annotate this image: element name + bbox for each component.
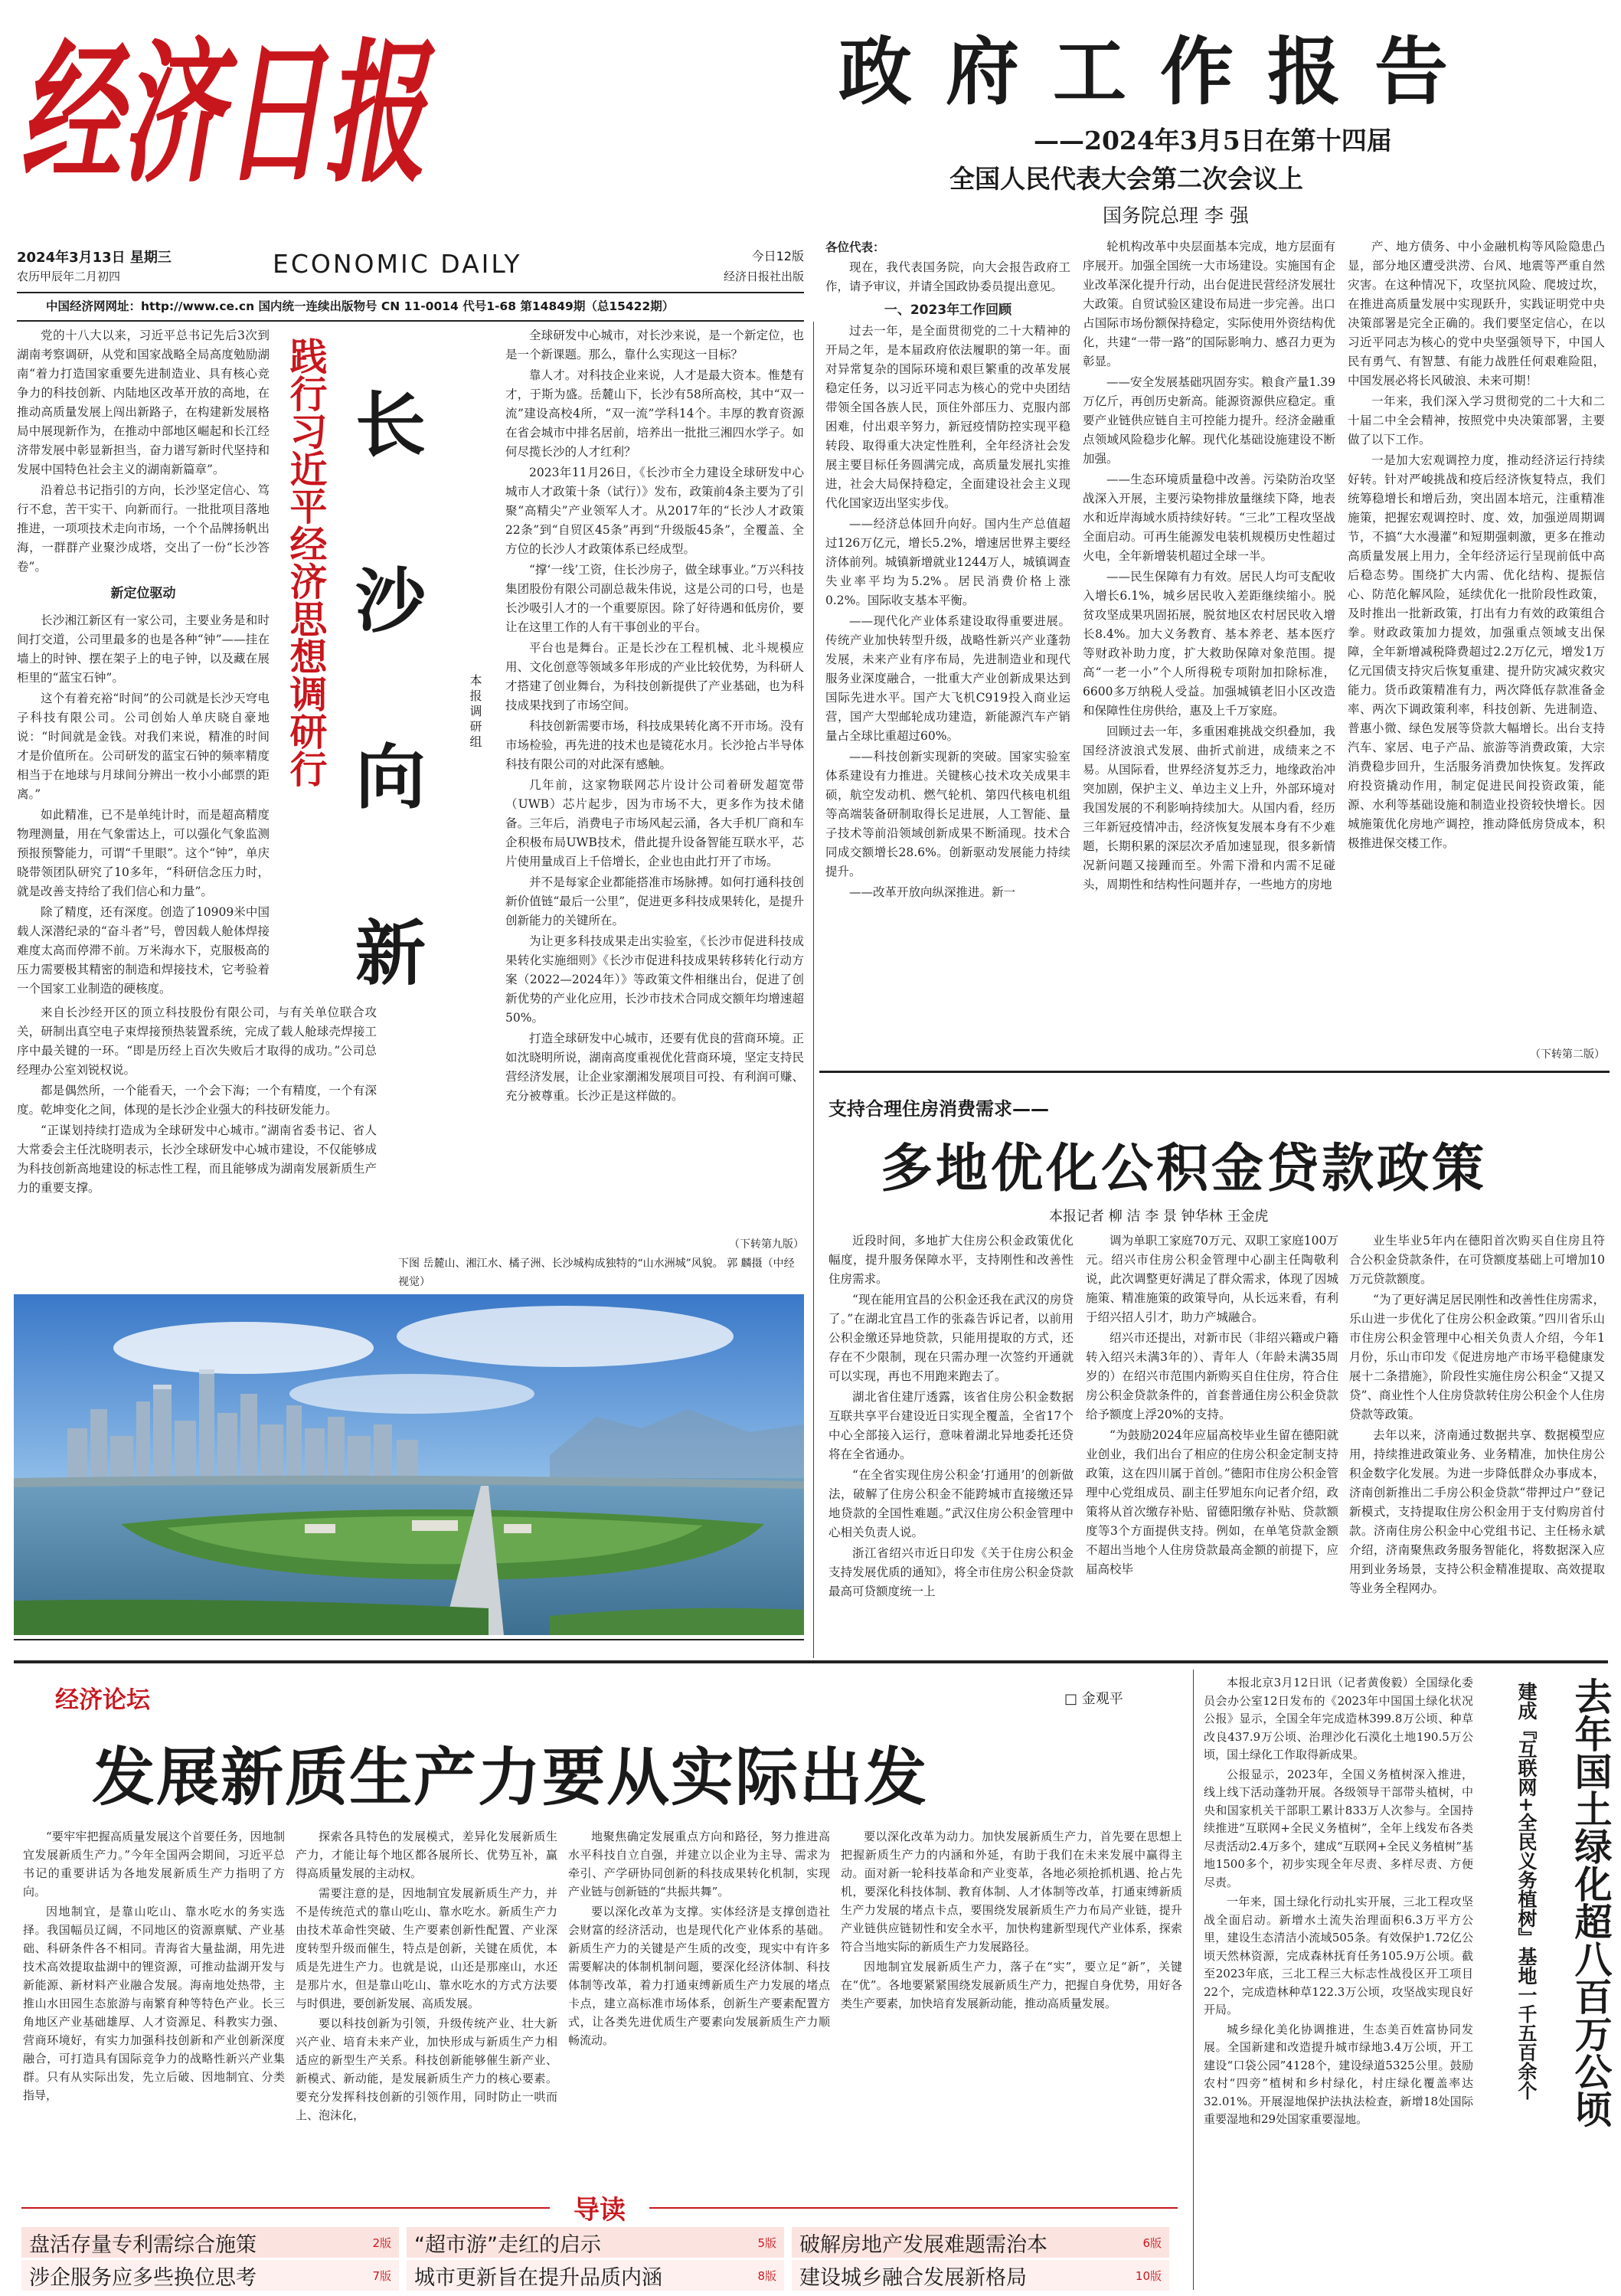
forum-title: 发展新质生产力要从实际出发 <box>92 1741 929 1814</box>
masthead-title: 经济日报 <box>20 24 436 204</box>
paragraph: 这个有着充裕“时间”的公司就是长沙天穹电子科技有限公司。公司创始人单庆晓自豪地说：“时间就是金钱。对我们来说，精准的时间才是价值所在。公司研发的蓝宝石钟的频率精度相当于在地球与月球间分辨出一枚小小邮票的距离。” <box>17 692 270 801</box>
paragraph: “在全省实现住房公积金‘打通用’的创新做法，破解了住房公积金不能跨城市直接缴还异地贷款的全国性难题。”武汉住房公积金管理中心相关负责人说。 <box>828 1468 1074 1539</box>
paragraph: 需要注意的是，因地制宜发展新质生产力，并不是传统范式的靠山吃山、靠水吃水。新质生产力由技术革命性突破、生产要素创新性配置、产业深度转型升级而催生，特点是创新，关键在质优，本质是先进生产力。也就是说，山还是那座山，水还是那片水，但是靠山吃山、靠水吃水的方式方法要与时俱进，要创新发展、高质发展。 <box>296 1886 557 2010</box>
paragraph: 科技创新需要市场，科技成果转化离不开市场。没有市场检验，再先进的技术也是镜花水月。长沙抢占半导体科技有限公司的对此深有感触。 <box>505 719 804 771</box>
report-subtitle-2: 全国人民代表大会第二次会议上 <box>949 164 1303 194</box>
paragraph: 探索各具特色的发展模式，差异化发展新质生产力，才能让每个地区都各展所长、优势互补，赢得高质量发展的主动权。 <box>296 1830 557 1880</box>
report-title: 政府工作报告 <box>838 28 1482 115</box>
paragraph: ——民生保障有力有效。居民人均可支配收入增长6.1%，城乡居民收入差距继续缩小。脱贫攻坚成果巩固拓展，脱贫地区农村居民收入增长8.4%。加大义务教育、基本养老、基本医疗等财政补助力度，扩大救助保障对象范围。提高“一老一小”个人所得税专项附加扣除标准，6600多万纳税人受益。加强城镇老旧小区改造和保障性住房供给，惠及上千万家庭。 <box>1083 570 1335 718</box>
page-count: 今日12版 <box>751 249 804 263</box>
paragraph: 绍兴市还提出，对新市民（非绍兴籍或户籍转入绍兴未满3年的）、青年人（年龄未满35周岁的）在绍兴市范围内新购买自住住房，符合住房公积金贷款条件的，首套普通住房公积金贷款给予额度上浮20%的支持。 <box>1086 1331 1338 1421</box>
guide-item[interactable] <box>792 2260 1169 2291</box>
guide-item[interactable] <box>21 2260 399 2291</box>
guide-list <box>21 2227 1178 2293</box>
section-heading: 一、2023年工作回顾 <box>884 303 1012 318</box>
guide-item-page: 7版 <box>372 2268 391 2283</box>
feature-title-char: 沙 <box>355 560 426 643</box>
forum-kicker: 经济论坛 <box>55 1686 150 1714</box>
greening-title: 去年国土绿化超八百万公顷 <box>1569 1677 1613 2128</box>
paragraph: 因地制宜发展新质生产力，落子在“实”，要立足“新”，关键在“优”。各地要紧紧围绕发展新质生产力，把握自身优势，用好各类生产要素，加快培育发展新动能，推动高质量发展。 <box>841 1960 1182 2010</box>
paragraph: ——安全发展基础巩固夯实。粮食产量1.39万亿斤，再创历史新高。能源资源供应稳定。重要产业链供应链自主可控能力提升。经济金融重点领域风险稳步化解。现代化基础设施建设不断加强。 <box>1083 375 1335 466</box>
report-column-1 <box>825 237 1070 1061</box>
paragraph: 都是偶然所，一个能看天，一个会下海；一个有精度，一个有深度。乾坤变化之间，体现的是长沙企业强大的科技研发能力。 <box>17 1084 377 1117</box>
feature-byline: 本报调研组 <box>468 674 482 751</box>
masthead-english: ECONOMIC DAILY <box>273 249 522 279</box>
lunar-date: 农历甲辰年二月初四 <box>17 270 121 283</box>
housing-title: 多地优化公积金贷款政策 <box>881 1138 1488 1199</box>
paragraph: ——现代化产业体系建设取得重要进展。传统产业加快转型升级，战略性新兴产业蓬勃发展，未来产业有序布局，先进制造业和现代服务业深度融合，一批重大产业创新成果达到国际先进水平。国产大飞机C919投入商业运营，国产大型邮轮成功建造，新能源汽车产销量占全球比重超过60%。 <box>825 614 1070 743</box>
paragraph: “撑‘一线’工资，住长沙房子，做全球事业。”万兴科技集团股份有限公司副总裁朱伟说，这是公司的口号，也是长沙吸引人才的一个重要原因。除了好待遇和低房价，要让在这里工作的人有干事创业的平台。 <box>505 563 804 634</box>
report-subtitle-1: ——2024年3月5日在第十四届 <box>1034 126 1392 155</box>
forum-column-4 <box>841 1827 1182 2180</box>
guide-item-page: 2版 <box>372 2235 391 2250</box>
paragraph: 湖北省住建厅透露，该省住房公积金数据互联共享平台建设近日实现全覆盖，全省17个中心全部接入运行，意味着湖北异地委托还贷将在全省通办。 <box>828 1390 1074 1461</box>
paragraph: 回顾过去一年，多重困难挑战交织叠加，我国经济波浪式发展、曲折式前进，成绩来之不易。从国际看，世界经济复苏乏力，地缘政治冲突加剧，保护主义、单边主义上升，外部环境对我国发展的不利影响持续加大。从国内看，经历三年新冠疫情冲击，经济恢复发展本身有不少难题，长期积累的深层次矛盾加速显现，很多新情况新问题又接踵而至。外需下滑和内需不足碰头，周期性和结构性问题并存，一些地方的房地 <box>1083 724 1335 891</box>
guide-item[interactable] <box>21 2227 399 2258</box>
paragraph: “为了更好满足居民刚性和改善性住房需求，乐山进一步优化了住房公积金政策。”四川省乐山市住房公积金管理中心相关负责人介绍，今年1月份，乐山市印发《促进房地产市场平稳健康发展十二条措施》，阶段性实施住房公积金“又提又贷”、商业性个人住房贷款转住房公积金个人住房贷款等政策。 <box>1349 1293 1605 1421</box>
housing-column-1 <box>828 1231 1074 1649</box>
paragraph: ——经济总体回升向好。国内生产总值超过126万亿元，增长5.2%，增速居世界主要经济体前列。城镇新增就业1244万人，城镇调查失业率平均为5.2%。居民消费价格上涨0.2%。国际收支基本平衡。 <box>825 517 1070 607</box>
guide-item-title: 城市更新旨在提升品质内涵 <box>414 2265 662 2290</box>
guide-item[interactable] <box>792 2227 1169 2258</box>
paragraph: 2023年11月26日，《长沙市全力建设全球研发中心城市人才政策十条（试行）》发布，政策前4条主要为了引聚“高精尖”产业领军人才。从2017年的“长沙人才政策22条”到“自贸区45条”再到“升级版45条”，全覆盖、全方位的长沙人才政策体系已经成型。 <box>505 466 804 556</box>
paragraph: 如此精准，已不是单纯计时，而是超高精度物理测量，用在气象雷达上，可以强化气象监测预报预警能力，可谓“千里眼”。这个“钟”，单庆晓带领团队研究了10多年，“科研信念压力时，就是改善支持给了我们信心和力量”。 <box>17 808 270 898</box>
paragraph: 一年来，我们深入学习贯彻党的二十大和二十届二中全会精神，按照党中央决策部署，主要做了以下工作。 <box>1348 394 1605 446</box>
guide-item-page: 8版 <box>757 2268 776 2283</box>
paragraph: 并不是每家企业都能搭准市场脉搏。如何打通科技创新价值链“最后一公里”，促进更多科技成果转化，是提升创新能力的关键所在。 <box>505 875 804 927</box>
paragraph: 因地制宜，是靠山吃山、靠水吃水的务实选择。我国幅员辽阔，不同地区的资源禀赋、产业基础、科研条件各不相同。青海省大量盐湖，用先进技术高效提取盐湖中的锂资源，可推动盐湖开发与新能源、新材料产业融合发展。海南地处热带，主推山水田园生态旅游与南繁育种等特色产业。长三角地区产业基础雄厚、人才资源足、科教实力强、营商环境好，有实力加强科技创新和产业创新深度融合，可打造具有国际竞争力的战略性新兴产业集群。只有从实际出发，先立后破、因地制宜、分类指导， <box>23 1905 285 2102</box>
forum-column-2 <box>296 1827 557 2180</box>
guide-item-title: 建设城乡融合发展新格局 <box>799 2265 1027 2290</box>
feature-continued: （下转第九版） <box>729 1238 804 1251</box>
changsha-skyline-photo <box>14 1294 804 1635</box>
paragraph: “正谋划持续打造成为全球研发中心城市。”湖南省委书记、省人大常委会主任沈晓明表示，长沙全球研发中心城市建设，不仅能够成为科技创新高地建设的标志性工程，而且能够成为湖南发展新质生产力的重要支撑。 <box>17 1123 377 1195</box>
paragraph: 党的十八大以来，习近平总书记先后3次到湖南考察调研，从党和国家战略全局高度勉励湖南“着力打造国家重要先进制造业、具有核心竞争力的科技创新、内陆地区改革开放的高地，在推动高质量发展上闯出新路子，在构建新发展格局中展现新作为，在推动中部地区崛起和长江经济带发展中彰显新担当，奋力谱写新时代坚持和发展中国特色社会主义的湖南新篇章”。 <box>17 329 270 476</box>
paragraph: ——改革开放向纵深推进。新一 <box>849 885 1016 899</box>
paragraph: 近段时间，多地扩大住房公积金政策优化幅度，提升服务保障水平，支持刚性和改善性住房需求。 <box>828 1234 1074 1286</box>
forum-column-3 <box>568 1827 830 2180</box>
report-column-2 <box>1083 237 1335 1061</box>
paragraph: 轮机构改革中央层面基本完成，地方层面有序展开。加强全国统一大市场建设。实施国有企业改革深化提升行动，出台促进民营经济发展壮大政策。自贸试验区建设布局进一步完善。出口占国际市场份额保持稳定，实际使用外资结构优化，共建“一带一路”的国际影响力、感召力更为彰显。 <box>1083 240 1335 368</box>
paragraph: 全球研发中心城市，对长沙来说，是一个新定位，也是一个新课题。那么，靠什么实现这一目标？ <box>505 329 804 361</box>
paragraph: 几年前，这家物联网芯片设计公司着研发超宽带（UWB）芯片起步，因为市场不大，更多作为技术储备。三年后，消费电子市场风起云涌，各大手机厂商和车企积极布局UWB技术，借此提升设备智能互联水平，芯片使用量成百上千倍增长，企业也由此打开了市场。 <box>505 778 804 868</box>
paragraph: 浙江省绍兴市近日印发《关于住房公积金支持发展优质的通知》，将全市住房公积金贷款最高可贷额度统一上 <box>828 1546 1074 1598</box>
feature-column-2 <box>505 326 804 1249</box>
photo-caption: 下图 岳麓山、湘江水、橘子洲、长沙城构成独特的“山水洲城”风貌。 郭 麟摄（中经视觉） <box>398 1258 795 1288</box>
paragraph: 要以科技创新为引领，升级传统产业、壮大新兴产业、培育未来产业，加快形成与新质生产力相适应的新型生产关系。科技创新能够催生新产业、新模式、新动能，是发展新质生产力的核心要素。要充分发挥科技创新的引领作用，同时防止一哄而上、泡沫化， <box>296 2016 557 2122</box>
paragraph: 一年来，国土绿化行动扎实开展，三北工程攻坚战全面启动。新增水土流失治理面积6.3万平方公里，建设生态清洁小流域505条。有效保护1.72亿公顷天然林资源，完成森林抚育任务105.9万公顷。截至2023年底，三北工程三大标志性战役区开工项目22个，完成造林种草122.3万公顷，攻坚战实现良好开局。 <box>1204 1895 1473 2016</box>
guide-item[interactable] <box>407 2260 784 2291</box>
paragraph: 过去一年，是全面贯彻党的二十大精神的开局之年，是本届政府依法履职的第一年。面对异常复杂的国际环境和艰巨繁重的改革发展稳定任务，以习近平同志为核心的党中央团结带领全国各族人民，顶住外部压力、克服内部困难，付出艰辛努力，新冠疫情防控实现平稳转段、取得重大决定性胜利，全年经济社会发展主要目标任务圆满完成，高质量发展扎实推进，社会大局保持稳定，全面建设社会主义现代化国家迈出坚实步伐。 <box>825 324 1070 510</box>
guide-item-title: “超市游”走红的启示 <box>414 2232 601 2257</box>
paragraph: 现在，我代表国务院，向大会报告政府工作，请予审议，并请全国政协委员提出意见。 <box>825 260 1070 293</box>
masthead-logo <box>17 6 436 204</box>
paragraph: “为鼓励2024年应届高校毕业生留在德阳就业创业，我们出台了相应的住房公积金定制支持政策，这在四川属于首创。”德阳市住房公积金管理中心党组成员、副主任罗旭东向记者介绍，政策将从首次缴存补贴、留德阳缴存补贴、贷款额度等3个方面提供支持。例如，在单笔贷款金额不超出当地个人住房贷款最高金额的前提下，应届高校毕 <box>1086 1428 1338 1576</box>
feature-column-1 <box>17 326 270 1000</box>
paragraph: “要牢牢把握高质量发展这个首要任务，因地制宜发展新质生产力。”今年全国两会期间，习近平总书记的重要讲话为各地发展新质生产力指明了方向。 <box>23 1830 285 1899</box>
feature-section-heading: 新定位驱动 <box>110 586 176 601</box>
report-column-3 <box>1348 237 1605 1053</box>
feature-title-char: 新 <box>355 912 426 995</box>
paragraph: 打造全球研发中心城市，还要有优良的营商环境。正如沈晓明所说，湖南高度重视优化营商环境，坚定支持民营经济发展，让企业家潮湘发展项目可投、有利润可赚、充分被尊重。长沙正是这样做的。 <box>505 1032 804 1103</box>
paragraph: ——科技创新实现新的突破。国家实验室体系建设有力推进。关键核心技术攻关成果丰硕，航空发动机、燃气轮机、第四代核电机组等高端装备研制取得长足进展，人工智能、量子技术等前沿领域创新成果不断涌现。技术合同成交额增长28.6%。创新驱动发展能力持续提升。 <box>825 750 1070 878</box>
guide-item-page: 5版 <box>757 2235 776 2250</box>
paragraph: 调为单职工家庭70万元、双职工家庭100万元。绍兴市住房公积金管理中心副主任陶敬利说，此次调整更好满足了群众需求，体现了因城施策、精准施策的政策导向，从长远来看，有利于绍兴招人引才，助力产城融合。 <box>1086 1234 1338 1324</box>
paragraph: 平台也是舞台。正是长沙在工程机械、北斗规模应用、文化创意等领域多年形成的产业比较优势，为科研人才搭建了创业舞台，为科技创新提供了产业基础，也为科技成果找到了市场空间。 <box>505 641 804 712</box>
feature-column-wide <box>17 1003 377 1260</box>
feature-kicker: 践行习近平经济思想调研行 <box>284 337 328 787</box>
greening-article <box>1204 1674 1473 2291</box>
paragraph: 沿着总书记指引的方向，长沙坚定信心、笃行不怠，苦干实干、向新而行。一批批项目落地推进，一项项技术走向市场，一个个品牌扬帆出海，一群群产业聚沙成塔，交出了一份“长沙答卷”。 <box>17 483 270 574</box>
paragraph: 要以深化改革为支撑。实体经济是支撑创造社会财富的经济活动，也是现代化产业体系的基础。新质生产力的关键是产生质的改变，现实中有许多需要解决的体制机制问题，要深化经济体制、科技体制等改革，着力打通束缚新质生产力发展的堵点卡点，建立高标准市场体系，创新生产要素配置方式，让各类先进优质生产要素向发展新质生产力顺畅流动。 <box>568 1905 830 2047</box>
housing-byline: 本报记者 柳 洁 李 景 钟华林 王金虎 <box>1049 1209 1269 1225</box>
feature-title-char: 向 <box>355 736 426 819</box>
paragraph: 一是加大宏观调控力度，推动经济运行持续好转。针对严峻挑战和疫后经济恢复特点，我们统筹稳增长和增后劲，突出固本培元，注重精准施策，把握宏观调控时、度、效，加强逆周期调节，不搞“大水漫灌”和短期强刺激，更多在推动高质量发展上用力，全年经济运行呈现前低中高后稳态势。围绕扩大内需、优化结构、提振信心、防范化解风险，延续优化一批阶段性政策，及时推出一批新政策，打出有力有效的政策组合拳。财政政策加力提效，加强重点领域支出保障，全年新增减税降费超过2.2万亿元，增发1万亿元国债支持灾后恢复重建、提升防灾减灾救灾能力。货币政策精准有力，两次降低存款准备金率、两次下调政策利率，科技创新、先进制造、普惠小微、绿色发展等贷款大幅增长。出台支持汽车、家居、电子产品、旅游等消费政策，大宗消费稳步回升，生活服务消费加快恢复。发挥政府投资撬动作用，制定促进民间投资政策，能源、水利等基础设施和制造业投资较快增长。因城施策优化房地产调控，推动降低房贷成本，积极推进保交楼工作。 <box>1348 453 1605 850</box>
paragraph: 各位代表： <box>825 240 885 254</box>
issue-date: 2024年3月13日 星期三 <box>17 250 172 266</box>
paragraph: 为让更多科技成果走出实验室，《长沙市促进科技成果转化实施细则》《长沙市促进科技成果转移转化行动方案（2022—2024年）》等政策文件相继出台，促进了创新优势的产业化应用，长沙市技术合同成交额年均增速超50%。 <box>505 934 804 1025</box>
forum-column-1 <box>23 1827 285 2180</box>
paragraph: 靠人才。对科技企业来说，人才是最大资本。惟楚有才，于斯为盛。岳麓山下，长沙有58所高校，其中“双一流”建设高校4所，“双一流”学科14个。丰厚的教育资源在省会城市中排名居前，培养出一批批三湘四水学子。如何尽揽长沙的人才红利？ <box>505 368 804 459</box>
feature-title-char: 长 <box>355 384 426 466</box>
publisher: 经济日报社出版 <box>723 270 804 283</box>
paragraph: 去年以来，济南通过数据共享、数据模型应用，持续推进政策业务、业务精准，加快住房公积金数字化发展。为进一步降低群众办事成本，济南创新推出二手房公积金贷款“带押过户”登记新模式，支持提取住房公积金用于支付购房首付款。济南住房公积金中心党组书记、主任杨永斌介绍，济南聚焦政务服务智能化，将数据深入应用到业务场景，支持公积金精准提取、高效提取等业务全程网办。 <box>1349 1428 1605 1595</box>
forum-author: □ 金观平 <box>1064 1691 1123 1707</box>
website-line: 中国经济网网址：http://www.ce.cn 国内统一连续出版物号 CN 11-0014 代号1-68 第14849期（总15422期） <box>46 299 675 313</box>
paragraph: 本报北京3月12日讯（记者黄俊毅）全国绿化委员会办公室12日发布的《2023年中国国土绿化状况公报》显示，全国全年完成造林399.8万公顷、种草改良437.9万公顷、治理沙化石漠化土地190.5万公顷，国土绿化工作取得新成果。 <box>1204 1676 1473 1761</box>
housing-column-3 <box>1349 1231 1605 1649</box>
greening-subtitle: 建成『互联网+全民义务植树』基地一千五百余个 <box>1515 1682 1538 2100</box>
guide-item-page: 6版 <box>1142 2235 1162 2250</box>
paragraph: 来自长沙经开区的顶立科技股份有限公司，与有关单位联合攻关，研制出真空电子束焊接预热装置系统，完成了载人舱球壳焊接工序中最关键的一环。“即是历经上百次失败后才取得的成功。”公司总经理办公室刘锐权说。 <box>17 1006 377 1077</box>
paragraph: “现在能用宜昌的公积金还我在武汉的房贷了。”在湖北宜昌工作的张淼告诉记者，以前用公积金缴还异地贷款，只能用提取的方式，还存在不少限制，现在只需办理一次签约开通就可以实现，再也不用跑来跑去了。 <box>828 1293 1074 1383</box>
paragraph: 除了精度，还有深度。创造了10909米中国载人深潜纪录的“奋斗者”号，曾因载人舱体焊接难度太高而停滞不前。万米海水下，克服极高的压力需要极其精密的制造和焊接技术，它考验着一个国家工业制造的硬核度。 <box>17 905 270 996</box>
report-author: 国务院总理 李 强 <box>1103 204 1249 227</box>
guide-item-page: 10版 <box>1135 2268 1162 2283</box>
guide-item-title: 涉企服务应多些换位思考 <box>29 2265 257 2290</box>
guide-item-title: 破解房地产发展难题需治本 <box>799 2232 1047 2257</box>
paragraph: 城乡绿化美化协调推进，生态美百姓富协同发展。全国新建和改造提升城市绿地3.4万公顷，开工建设“口袋公园”4128个，建设绿道5325公里。鼓励农村“四旁”植树和乡村绿化，村庄绿化覆盖率达32.01%。开展湿地保护法执法检查，新增18处国际重要湿地和29处国家重要湿地。 <box>1204 2022 1473 2126</box>
guide-title: 导读 <box>550 2189 649 2224</box>
paragraph: 地聚焦确定发展重点方向和路径，努力推进高水平科技自立自强，并建立以企业为主导、需求为牵引、产学研协同创新的科技成果转化机制，实现产业链与创新链的“共振共舞”。 <box>568 1830 830 1899</box>
paragraph: 要以深化改革为动力。加快发展新质生产力，首先要在思想上把握新质生产力的内涵和外延，有助于我们在未来发展中赢得主动。面对新一轮科技革命和产业变革，各地必须抢抓机遇、抢占先机，要深化科技体制、教育体制、人才体制等改革，打通束缚新质生产力发展的堵点卡点，要围绕发展新质生产力布局产业链，提升产业链供应链韧性和安全水平，加快构建新型现代产业体系，探索符合当地实际的新质生产力发展路径。 <box>841 1830 1182 1954</box>
guide-item-title: 盘活存量专利需综合施策 <box>29 2232 257 2257</box>
housing-kicker: 支持合理住房消费需求—— <box>828 1098 1049 1120</box>
housing-column-2 <box>1086 1231 1338 1649</box>
paragraph: ——生态环境质量稳中改善。污染防治攻坚战深入开展，主要污染物排放量继续下降，地表水和近岸海域水质持续好转。“三北”工程攻坚战全面启动。可再生能源发电装机规模历史性超过火电，全年新增装机超过全球一半。 <box>1083 473 1335 563</box>
report-continued: （下转第二版） <box>1530 1048 1605 1061</box>
paragraph: 公报显示，2023年，全国义务植树深入推进，线上线下活动蓬勃开展。各级领导干部带头植树，中央和国家机关干部职工累计833万人次参与。全国持续推进“互联网+全民义务植树”，全年上线发布各类尽责活动2.4万多个，建成“互联网+全民义务植树”基地1500多个，初步实现全年尽责、多样尽责、方便尽责。 <box>1204 1767 1473 1889</box>
paragraph: 长沙湘江新区有一家公司，主要业务是和时间打交道，公司里最多的也是各种“钟”——挂在墙上的时钟、摆在架子上的电子钟，以及藏在展柜里的“蓝宝石钟”。 <box>17 613 270 685</box>
guide-item[interactable] <box>407 2227 784 2258</box>
guide-box <box>21 2189 1178 2293</box>
paragraph: 产、地方债务、中小金融机构等风险隐患凸显，部分地区遭受洪涝、台风、地震等严重自然灾害。在这种情况下，攻坚抗风险、爬坡过坎，在推进高质量发展中实现跃升，实践证明党中央决策部署是完全正确的。我们要坚定信心，在以习近平同志为核心的党中央坚强领导下，中国人民有勇气、有智慧、有能力战胜任何艰难险阻，中国发展必将长风破浪、未来可期！ <box>1348 240 1605 388</box>
paragraph: 业生毕业5年内在德阳首次购买自住房且符合公积金贷款条件，在可贷额度基础上可增加10万元贷款额度。 <box>1349 1234 1605 1286</box>
